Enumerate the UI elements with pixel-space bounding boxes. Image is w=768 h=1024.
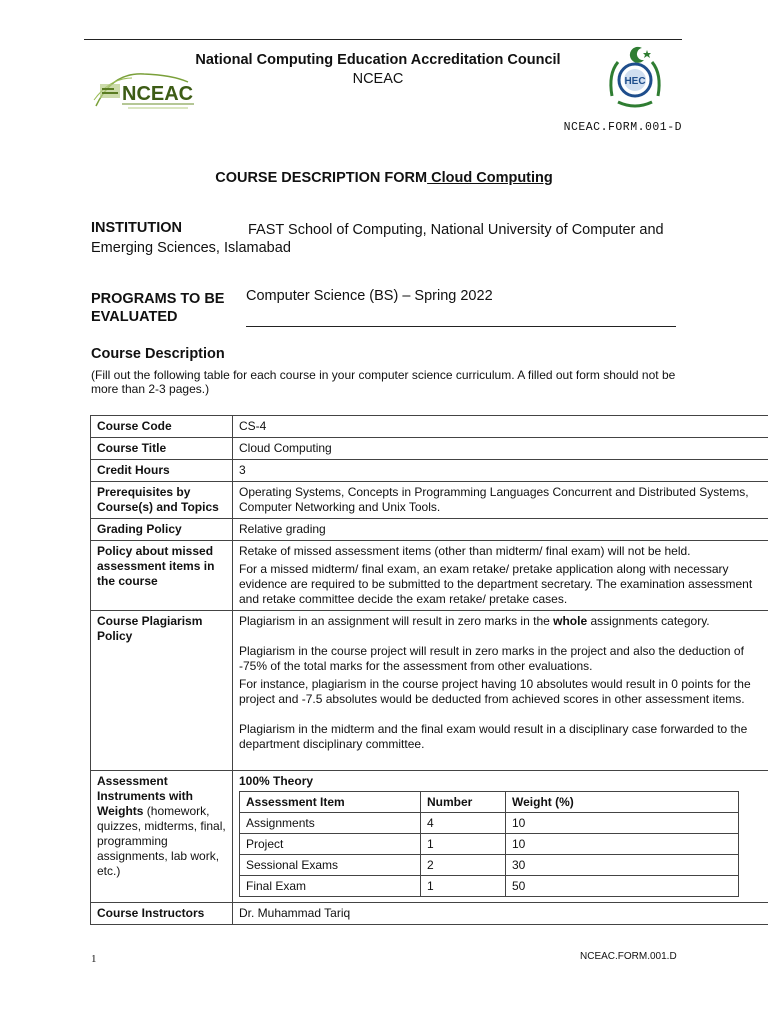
assessment-weight: 50 — [506, 876, 739, 897]
table-row — [91, 519, 768, 541]
programs-value: Computer Science (BS) – Spring 2022 — [246, 288, 493, 304]
missed-policy-value — [233, 541, 768, 611]
programs-underline — [246, 326, 676, 327]
plagiarism-paragraph: Plagiarism in the course project will result in zero marks in the project and also the deduction of -75% of the total marks for the assessment from other evaluations. — [239, 644, 744, 673]
assessment-label — [91, 771, 233, 903]
table-row — [91, 460, 768, 482]
spacer — [239, 629, 768, 644]
spacer — [239, 707, 768, 722]
credit-hours-label: Credit Hours — [91, 460, 233, 482]
org-abbreviation: NCEAC — [352, 71, 404, 87]
table-row — [91, 482, 768, 519]
instructors-label: Course Instructors — [91, 903, 233, 925]
table-row — [91, 611, 768, 771]
theory-percentage: 100% Theory — [239, 774, 314, 788]
missed-policy-paragraph: For a missed midterm/ final exam, an exam retake/ pretake application along with necessary evidence are required to be submitted to the department secretary. The examination assessment and retake committee decide the exam retake/ pretake cases. — [239, 562, 753, 606]
assessment-item: Assignments — [240, 813, 421, 834]
missed-policy-paragraph: Retake of missed assessment items (other than midterm/ final exam) will not be held. — [239, 544, 691, 558]
assessment-label-bold: Assessment Instruments with Weights — [97, 774, 194, 818]
hec-emblem — [604, 44, 666, 114]
plagiarism-paragraph: For instance, plagiarism in the course project having 10 absolutes would result in 0 points for the project and -7.5 absolutes would be deducted from achieved scores in other assessment items. — [239, 677, 751, 706]
assessment-item: Sessional Exams — [240, 855, 421, 876]
assessment-weight: 10 — [506, 813, 739, 834]
course-description-note: (Fill out the following table for each course in your computer science curriculum. A filled out form should not be more than 2-3 pages.) — [91, 368, 676, 396]
org-name: National Computing Education Accreditation Council — [195, 52, 561, 68]
svg-text:NCEAC: NCEAC — [122, 83, 194, 105]
form-title-course: Cloud Computing — [427, 170, 553, 186]
course-description-heading: Course Description — [91, 346, 225, 362]
plagiarism-policy-value — [233, 611, 768, 771]
course-code-value: CS-4 — [233, 416, 768, 438]
form-title — [0, 170, 768, 186]
assessment-header: Assessment Item — [240, 792, 421, 813]
assessment-value — [233, 771, 768, 903]
assessment-number: 4 — [421, 813, 506, 834]
grading-policy-label: Grading Policy — [91, 519, 233, 541]
table-row — [91, 541, 768, 611]
assessment-number: 1 — [421, 834, 506, 855]
footer-form-code: NCEAC.FORM.001.D — [580, 951, 677, 962]
assessment-header: Weight (%) — [506, 792, 739, 813]
table-row — [91, 771, 768, 903]
assessment-number: 1 — [421, 876, 506, 897]
institution-label: INSTITUTION — [91, 220, 183, 236]
plagiarism-bold-word: whole — [553, 614, 588, 628]
missed-policy-label: Policy about missed assessment items in the course — [91, 541, 233, 611]
assessment-weight: 10 — [506, 834, 739, 855]
assessment-item: Project — [240, 834, 421, 855]
institution-value: FAST School of Computing, National University of Computer and Emerging Sciences, Islamabad — [91, 222, 664, 256]
grading-policy-value: Relative grading — [233, 519, 768, 541]
spacer — [239, 752, 768, 767]
plagiarism-paragraph: Plagiarism in the midterm and the final exam would result in a disciplinary case forwarded to the department disciplinary committee. — [239, 722, 748, 751]
assessment-header: Number — [421, 792, 506, 813]
table-row — [91, 438, 768, 460]
plagiarism-text: assignments category. — [587, 614, 710, 628]
course-table — [90, 415, 768, 925]
table-row — [91, 416, 768, 438]
header-rule — [84, 39, 682, 40]
assessment-number: 2 — [421, 855, 506, 876]
table-row — [91, 903, 768, 925]
course-title-value: Cloud Computing — [233, 438, 768, 460]
assessment-label-rest: (homework, quizzes, midterms, final, programming assignments, lab work, etc.) — [97, 804, 226, 878]
plagiarism-policy-label: Course Plagiarism Policy — [91, 611, 233, 771]
assessment-row — [240, 834, 739, 855]
plagiarism-text: Plagiarism in an assignment will result in zero marks in the — [239, 614, 554, 628]
prerequisites-label: Prerequisites by Course(s) and Topics — [91, 482, 233, 519]
assessment-row — [240, 876, 739, 897]
course-code-label: Course Code — [91, 416, 233, 438]
prerequisites-value: Operating Systems, Concepts in Programming Languages Concurrent and Distributed Systems, Computer Networking and Unix Tools. — [233, 482, 768, 519]
form-title-prefix: COURSE DESCRIPTION FORM — [215, 170, 428, 186]
course-title-label: Course Title — [91, 438, 233, 460]
assessment-item: Final Exam — [240, 876, 421, 897]
page-number: 1 — [91, 953, 97, 965]
assessment-row — [240, 855, 739, 876]
assessment-row — [240, 813, 739, 834]
instructors-value: Dr. Muhammad Tariq — [233, 903, 768, 925]
assessment-weight: 30 — [506, 855, 739, 876]
plagiarism-paragraph — [239, 614, 768, 629]
assessment-header-row — [240, 792, 739, 813]
programs-label: PROGRAMS TO BE EVALUATED — [91, 291, 225, 325]
svg-text:HEC: HEC — [624, 76, 646, 87]
credit-hours-value: 3 — [233, 460, 768, 482]
assessment-table — [239, 791, 739, 897]
form-code: NCEAC.FORM.001-D — [563, 121, 682, 134]
